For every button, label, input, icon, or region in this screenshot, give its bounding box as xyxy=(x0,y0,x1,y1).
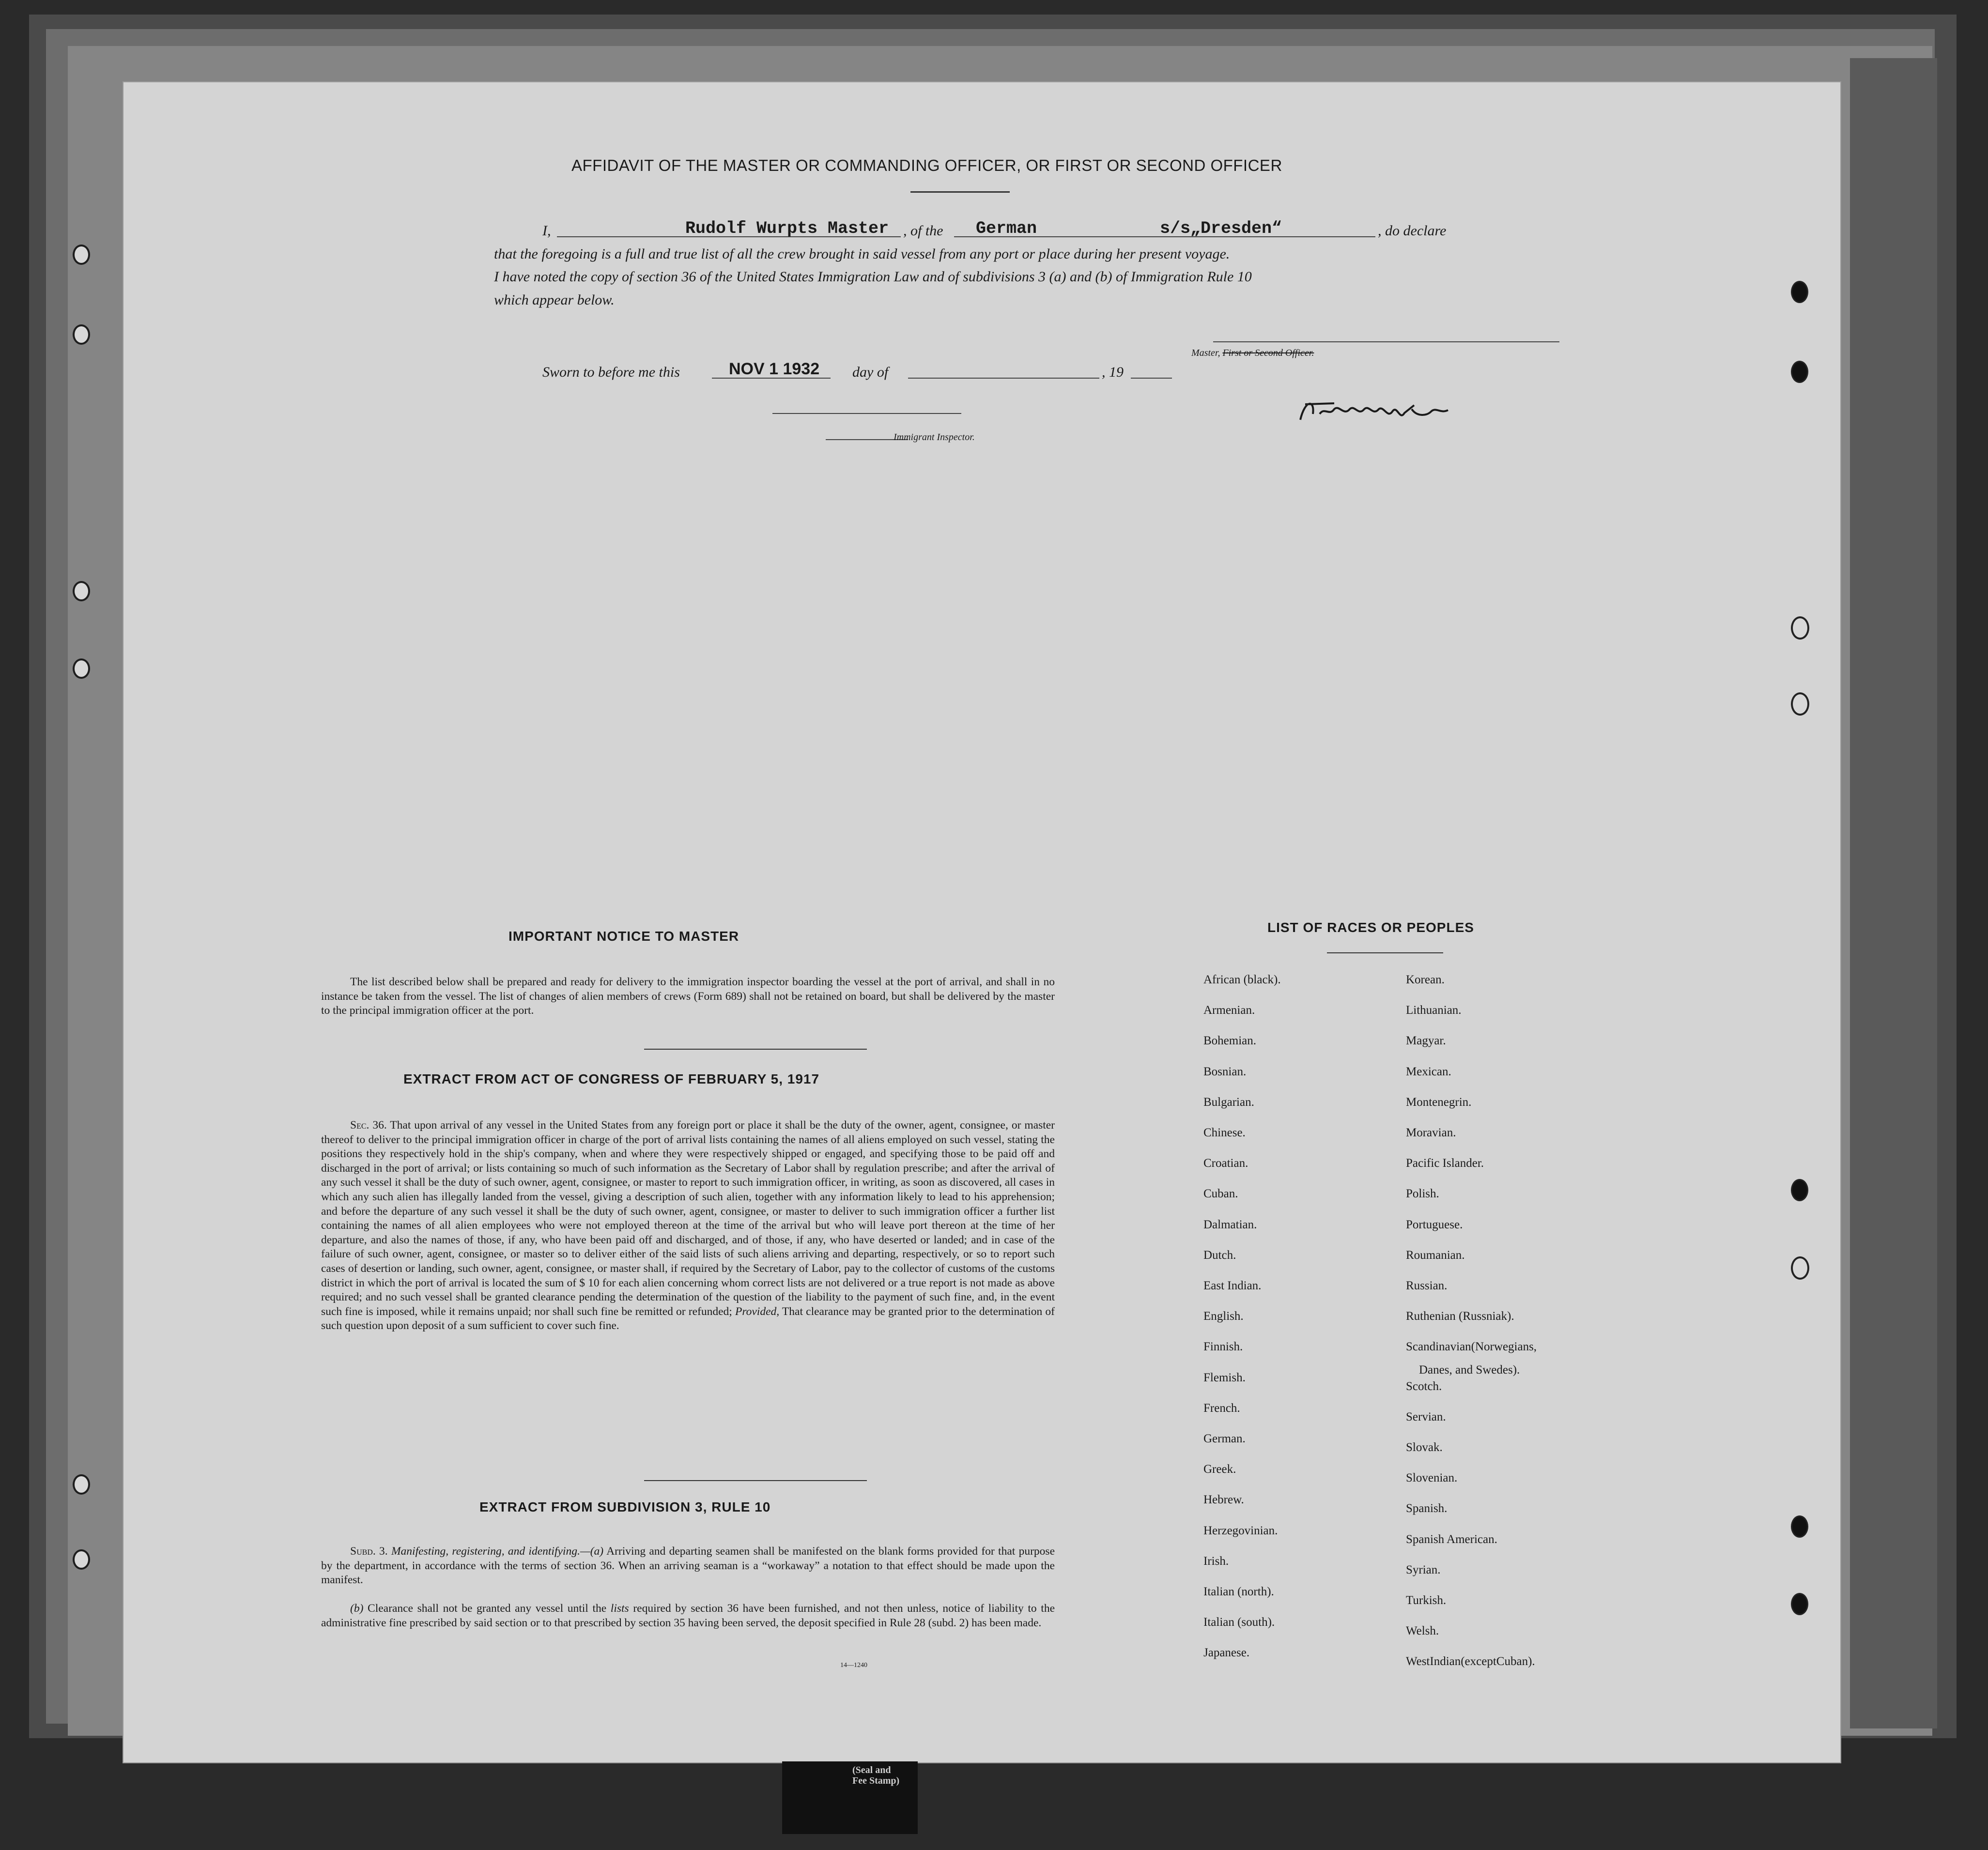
race-item: Hebrew. xyxy=(1203,1493,1244,1507)
race-item: Chinese. xyxy=(1203,1126,1246,1139)
binder-hole-icon xyxy=(1791,692,1809,716)
sworn-year: , 19 xyxy=(1102,364,1124,380)
race-item: Cuban. xyxy=(1203,1187,1238,1201)
signature-caption: Master, First or Second Officer. xyxy=(1191,348,1314,358)
race-item: Flemish. xyxy=(1203,1371,1246,1384)
race-item: Bulgarian. xyxy=(1203,1095,1254,1109)
race-item: African (black). xyxy=(1203,973,1281,986)
race-item: Welsh. xyxy=(1406,1624,1439,1638)
binder-hole-icon xyxy=(73,658,90,679)
declaration-do-declare: , do declare xyxy=(1378,223,1447,239)
binder-hole-icon xyxy=(1791,1256,1809,1280)
act-body: Sec. 36. That upon arrival of any vessel in the United States from any foreign port or place it shall be the duty of the owner, agent, consignee, or master thereof to deliver to the principal immigration officer in charge of the port of arrival lists containing the names of all aliens employed on such vessel, stating the positions they respectively hold in the ship's company, when and where they were respectively shipped or engaged, and specifying those to be paid off and discharged in the port of arrival; or lists containing so much of such information as the Secretary of Labor shall by regulation prescribe; and after the arrival of any such vessel it shall be the duty of such owner, agent, consignee, or master to report to such immigration officer, in writing, as soon as discovered, all cases in which any such alien has illegally landed from the vessel, giving a description of such alien, together with any information likely to lead to his apprehension; and before the departure of any such vessel it shall be the duty of such owner, agent, consignee, or master to deliver to such immigration officer a further list containing the names of all alien employees who were not employed thereon at the time of the arrival but who will leave port thereon at the time of her departure, and also the names of those, if any, who have been paid off and discharged, and of those, if any, who have deserted or landed; and in case of the failure of such owner, agent, consignee, or master so to deliver either of the said lists of such aliens arriving and departing, respectively, or so to report such cases of desertion or landing, such owner, agent, consignee, or master shall, if required by the Secretary of Labor, pay to the collector of customs of the customs district in which the port of arrival is located the sum of $ 10 for each alien concerning whom correct lists are not delivered or a true report is not made as above required; and no such vessel shall be granted clearance pending the determination of the question of the liability to the payment of such fine, and, in the event such fine is imposed, while it remains unpaid; nor shall such fine be remitted or refunded; Provided, That clearance may be granted prior to the determination of such question upon deposit of a sum sufficient to cover such fine. xyxy=(321,1119,1055,1332)
year-underline xyxy=(1131,378,1172,379)
rule-heading: EXTRACT FROM SUBDIVISION 3, RULE 10 xyxy=(479,1499,771,1514)
race-item: East Indian. xyxy=(1203,1279,1262,1292)
declaration-of-the: , of the xyxy=(903,223,943,239)
race-item: Greek. xyxy=(1203,1463,1236,1476)
race-item: Mexican. xyxy=(1406,1065,1451,1078)
race-item: German. xyxy=(1203,1432,1246,1445)
race-item: Montenegrin. xyxy=(1406,1095,1472,1109)
notice-body: The list described below shall be prepared and ready for delivery to the immigration inspector boarding the vessel at the port of arrival, and shall in no instance be taken from the vessel. The list of changes of alien members of crews (Form 689) shall not be retained on board, but shall be delivered by the master to the principal immigration officer at the port. xyxy=(321,976,1055,1017)
rule-body-b: (b) Clearance shall not be granted any vessel until the lists required by section 36 have been furnished, and not then unless, notice of liability to the administrative fine prescribed by said section or to that prescribed by section 35 having been served, the deposit specified in Rule 28 (subd. 2) has been made. xyxy=(321,1602,1055,1629)
race-item: Roumanian. xyxy=(1406,1248,1465,1262)
race-item: WestIndian(exceptCuban). xyxy=(1406,1655,1535,1668)
binder-hole-icon xyxy=(1791,1179,1808,1201)
race-item: Slovenian. xyxy=(1406,1471,1458,1485)
race-item: Magyar. xyxy=(1406,1034,1446,1048)
binder-hole-icon xyxy=(1791,616,1809,640)
act-heading: EXTRACT FROM ACT OF CONGRESS OF FEBRUARY 5, 1917 xyxy=(403,1071,820,1086)
divider xyxy=(644,1480,867,1481)
race-item: Russian. xyxy=(1406,1279,1448,1292)
race-item: Herzegovinian. xyxy=(1203,1524,1278,1537)
race-item: Japanese. xyxy=(1203,1646,1250,1660)
race-item: Portuguese. xyxy=(1406,1218,1463,1231)
vessel-name: s/s„Dresden“ xyxy=(1160,219,1282,238)
race-item: Spanish American. xyxy=(1406,1532,1497,1546)
race-item: French. xyxy=(1203,1401,1240,1415)
rule-body-a: Subd. 3. Manifesting, registering, and identifying.—(a) Arriving and departing seamen shall be manifested on the blank forms provided for that purpose by the department, in accordance with the terms of section 36. When an arriving seaman is a “workaway” a notation to that effect should be made upon the manifest. xyxy=(321,1545,1055,1587)
divider xyxy=(910,191,1010,193)
declaration-i: I, xyxy=(542,223,551,239)
form-number: 14—1240 xyxy=(840,1662,867,1669)
affidavit-page xyxy=(123,82,1840,1762)
race-item: Danes, and Swedes). xyxy=(1419,1363,1520,1377)
race-item: Polish. xyxy=(1406,1187,1439,1201)
inspector-caption: Immigrant Inspector. xyxy=(894,432,975,443)
race-item: Armenian. xyxy=(1203,1004,1255,1017)
sworn-prefix: Sworn to before me this xyxy=(542,364,680,380)
race-item: Slovak. xyxy=(1406,1441,1443,1454)
nationality: German xyxy=(976,219,1037,238)
race-item: Dalmatian. xyxy=(1203,1218,1257,1231)
sworn-date-stamp: NOV 1 1932 xyxy=(729,360,820,378)
binder-hole-icon xyxy=(1791,1593,1808,1615)
race-item: Bohemian. xyxy=(1203,1034,1257,1048)
notice-heading: IMPORTANT NOTICE TO MASTER xyxy=(509,929,740,944)
divider xyxy=(644,1049,867,1050)
race-item: Finnish. xyxy=(1203,1340,1243,1354)
binder-hole-icon xyxy=(73,245,90,265)
binder-hole-icon xyxy=(1791,281,1808,303)
race-item: Scandinavian(Norwegians, xyxy=(1406,1340,1537,1354)
master-name: Rudolf Wurpts Master xyxy=(685,219,889,238)
race-item: Pacific Islander. xyxy=(1406,1157,1484,1170)
race-item: Servian. xyxy=(1406,1410,1446,1423)
signature-line xyxy=(1213,341,1559,342)
binder-hole-icon xyxy=(73,324,90,345)
declaration-line-4: which appear below. xyxy=(494,292,615,308)
binder-hole-icon xyxy=(1791,1515,1808,1538)
race-item: Dutch. xyxy=(1203,1248,1236,1262)
declaration-line-2: that the foregoing is a full and true list of all the crew brought in said vessel from any port or place during her present voyage. xyxy=(494,246,1230,262)
divider xyxy=(1327,952,1443,953)
binder-hole-icon xyxy=(73,581,90,601)
binder-hole-icon xyxy=(1791,361,1808,383)
race-item: Turkish. xyxy=(1406,1594,1447,1607)
races-heading: LIST OF RACES OR PEOPLES xyxy=(1267,920,1474,935)
race-item: Croatian. xyxy=(1203,1157,1248,1170)
race-item: Bosnian. xyxy=(1203,1065,1247,1078)
affidavit-title: AFFIDAVIT OF THE MASTER OR COMMANDING OFFICER, OR FIRST OR SECOND OFFICER xyxy=(571,156,1282,174)
master-signature xyxy=(1295,395,1460,428)
race-item: Italian (north). xyxy=(1203,1585,1274,1598)
declaration-line-3: I have noted the copy of section 36 of the United States Immigration Law and of subdivisions 3 (a) and (b) of Immigration Rule 10 xyxy=(494,269,1252,285)
inspector-line xyxy=(772,413,961,414)
binder-hole-icon xyxy=(73,1549,90,1570)
race-item: Syrian. xyxy=(1406,1563,1441,1576)
seal-stamp-caption: (Seal and Fee Stamp) xyxy=(852,1765,900,1786)
race-item: Italian (south). xyxy=(1203,1616,1275,1629)
race-item: Moravian. xyxy=(1406,1126,1456,1139)
sworn-day-of: day of xyxy=(852,364,889,380)
race-item: Ruthenian (Russniak). xyxy=(1406,1310,1514,1323)
race-item: Spanish. xyxy=(1406,1502,1448,1515)
month-underline xyxy=(908,378,1099,379)
race-item: English. xyxy=(1203,1310,1244,1323)
back-page-right-edge xyxy=(1850,58,1937,1728)
binder-hole-icon xyxy=(73,1474,90,1495)
race-item: Scotch. xyxy=(1406,1379,1442,1393)
race-item: Lithuanian. xyxy=(1406,1004,1462,1017)
race-item: Irish. xyxy=(1203,1554,1229,1568)
race-item: Korean. xyxy=(1406,973,1445,986)
